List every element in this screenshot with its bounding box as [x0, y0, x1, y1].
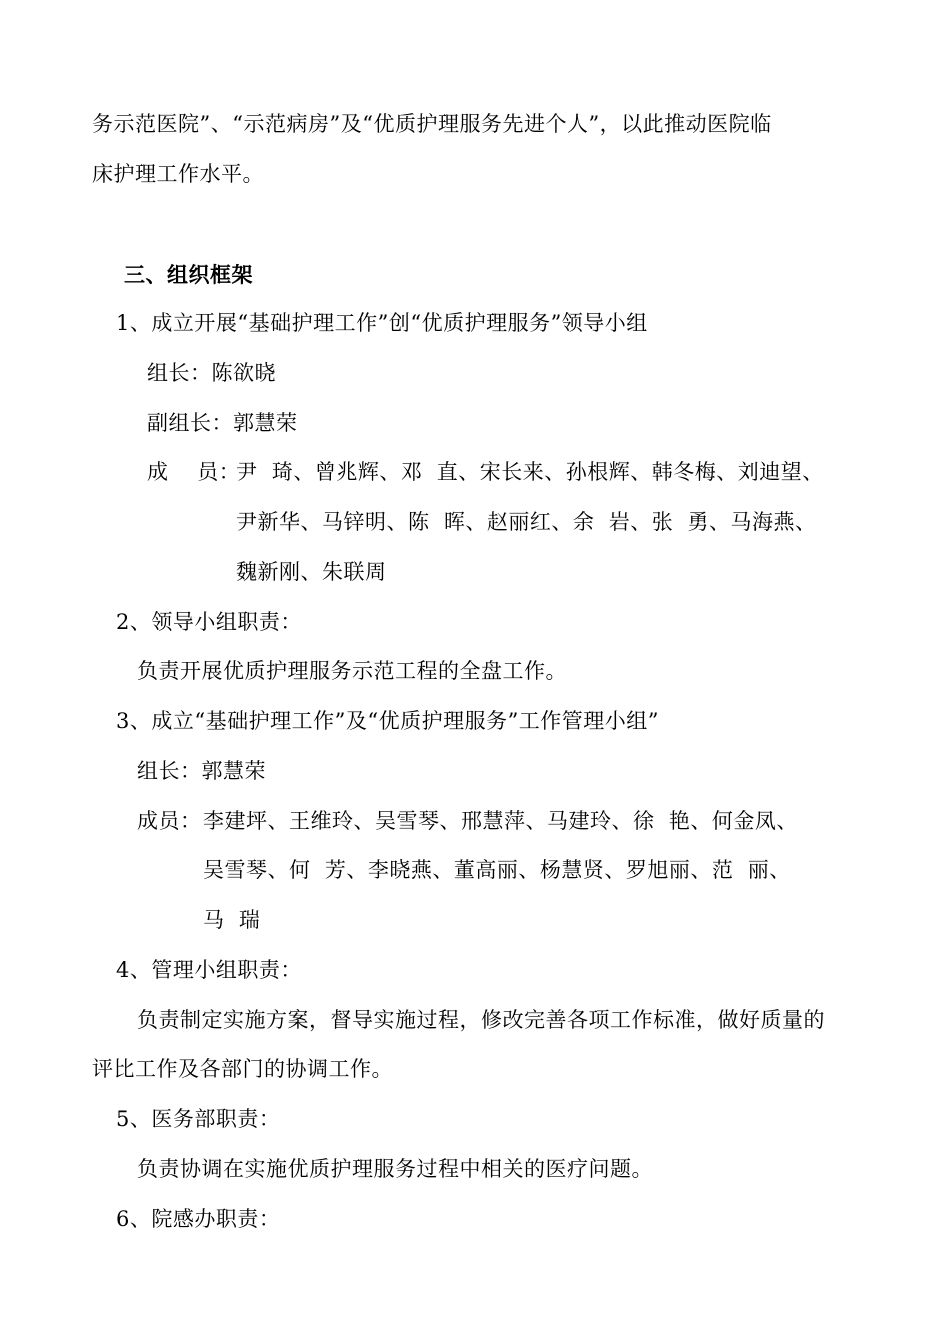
- item-2-title: 2、领导小组职责：: [116, 610, 302, 634]
- item-3-title: 3、成立“基础护理工作”及“优质护理服务”工作管理小组”: [116, 709, 660, 733]
- item-1-members-line-2: 尹新华、马锌明、陈 晖、赵丽红、余 岩、张 勇、马海燕、: [236, 510, 817, 534]
- item-4-title: 4、管理小组职责：: [116, 958, 302, 982]
- item-1-members-line-1: 尹 琦、曾兆辉、邓 直、宋长来、孙根辉、韩冬梅、刘迪望、: [236, 460, 824, 484]
- item-6-title: 6、院感办职责：: [116, 1207, 281, 1231]
- item-1-title: 1、成立开展“基础护理工作”创“优质护理服务”领导小组: [116, 311, 648, 335]
- item-1-deputy: 副组长：郭慧荣: [147, 411, 298, 435]
- item-5-title: 5、医务部职责：: [116, 1107, 281, 1131]
- section-heading: 三、组织框架: [124, 262, 253, 287]
- item-3-members-line-1: 李建坪、王维玲、吴雪琴、邢慧萍、马建玲、徐 艳、何金凤、: [203, 809, 798, 833]
- item-3-members-label: 成员：: [137, 809, 202, 833]
- item-3-leader: 组长：郭慧荣: [137, 759, 266, 783]
- intro-line-1: 务示范医院”、“示范病房”及“优质护理服务先进个人”，以此推动医院临: [92, 112, 772, 136]
- item-1-leader: 组长：陈欲晓: [147, 361, 276, 385]
- intro-line-2: 床护理工作水平。: [92, 162, 264, 186]
- item-4-desc-line-1: 负责制定实施方案，督导实施过程，修改完善各项工作标准，做好质量的: [137, 1008, 825, 1032]
- item-1-members-label: 成 员：: [147, 460, 241, 484]
- item-4-desc-line-2: 评比工作及各部门的协调工作。: [92, 1057, 393, 1081]
- item-3-members-line-3: 马 瑞: [203, 908, 261, 932]
- item-5-desc: 负责协调在实施优质护理服务过程中相关的医疗问题。: [137, 1157, 653, 1181]
- item-3-members-line-2: 吴雪琴、何 芳、李晓燕、董高丽、杨慧贤、罗旭丽、范 丽、: [203, 858, 791, 882]
- item-1-members-line-3: 魏新刚、朱联周: [236, 560, 387, 584]
- item-2-desc: 负责开展优质护理服务示范工程的全盘工作。: [137, 659, 567, 683]
